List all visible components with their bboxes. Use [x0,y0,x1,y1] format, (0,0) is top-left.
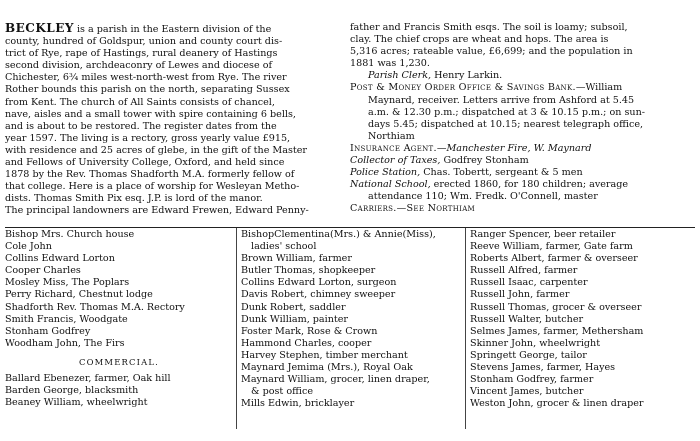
list-item: Maynard William, grocer, linen draper, [241,374,430,386]
desc-text: is a parish in the Eastern division of the [73,24,272,35]
list-item: Mills Edwin, bricklayer [241,398,355,410]
list-item: Ballard Ebenezer, farmer, Oak hill [5,372,171,384]
column-divider [236,228,237,429]
police-station [350,167,694,179]
school-line: attendance 110; Wm. Fredk. O'Connell, master [368,191,598,203]
desc-line: and is about to be restored. The register dates from the [5,120,277,132]
list-item: Russell Walter, butcher [470,313,584,325]
post-office-line: Northiam [368,130,415,142]
desc-line: 1878 by the Rev. Thomas Shadforth M.A. formerly fellow of [5,169,295,181]
directory-top-rule [5,227,695,228]
list-item: Cole John [5,241,52,253]
list-item-continuation: & post office [251,386,314,398]
parish-clerk-name: Henry Larkin. [431,70,503,82]
list-item: Stonham Godfrey, farmer [470,374,594,386]
list-item: Selmes James, farmer, Methersham [470,325,644,337]
desc-line: trict of Rye, rape of Hastings, rural deanery of Hastings [5,48,278,60]
insurance-label: Insurance Agent. [350,142,437,154]
list-item: Harvey Stephen, timber merchant [241,349,408,361]
list-item: Davis Robert, chimney sweeper [241,289,396,301]
collector-label: Collector of Taxes, [350,155,441,167]
list-item: Reeve William, farmer, Gate farm [470,241,633,253]
post-office-line: a.m. & 12.30 p.m.; dispatched at 3 & 10.15 p.m.; on sun- [368,106,645,118]
desc-line: with residence and 25 acres of glebe, in the gift of the Master [5,144,308,156]
parish-clerk [350,70,694,82]
list-item: Brown William, farmer [241,253,352,265]
list-item: Russell Alfred, farmer [470,265,578,277]
list-item: Roberts Albert, farmer & overseer [470,253,638,265]
carriers-label: Carriers. [350,203,397,215]
list-item: Russell Thomas, grocer & overseer [470,301,642,313]
post-office [350,82,694,94]
school-label: National School, [350,179,431,191]
post-office-line: Maynard, receiver. Letters arrive from Ashford at 5.45 [368,94,635,106]
details-line: father and Francis Smith esqs. The soil is loamy; subsoil, [350,22,628,33]
insurance-agent [350,143,694,155]
details-line: clay. The chief crops are wheat and hops. The area is [350,34,609,46]
directory-col-3 [470,229,695,410]
list-item: Perry Richard, Chestnut lodge [5,289,153,301]
list-item: Dunk Robert, saddler [241,301,346,313]
list-item: BishopClementina(Mrs.) & Annie(Miss), [241,229,436,240]
carriers-text: —See Northiam [396,203,476,215]
list-item: Springett George, tailor [470,349,587,361]
post-office-label: Post & Money Order Office & Savings Bank. [350,82,576,94]
list-item: Shadforth Rev. Thomas M.A. Rectory [5,301,185,313]
desc-line: Rother bounds this parish on the north, separating Sussex [5,84,290,96]
list-item: Stevens James, farmer, Hayes [470,362,616,374]
list-item: Skinner John, wheelwright [470,337,601,349]
school-text: erected 1860, for 180 children; average [430,179,629,191]
list-item: Maynard Jemima (Mrs.), Royal Oak [241,362,413,374]
desc-line: Chichester, 6¾ miles west-north-west from Rye. The river [5,72,287,84]
list-item: Beaney William, wheelwright [5,397,148,409]
list-item: Dunk William, painter [241,313,349,325]
list-item: Bishop Mrs. Church house [5,229,135,240]
column-divider [465,228,466,429]
directory-col-1 [5,229,233,409]
list-item: Collins Edward Lorton [5,253,115,265]
details-line: 1881 was 1,230. [350,58,430,70]
list-item: Barden George, blacksmith [5,385,139,397]
list-item: Cooper Charles [5,265,81,277]
desc-line: The principal landowners are Edward Frewen, Edward Penny- [5,205,309,217]
police-text: Chas. Tobertt, sergeant & 5 men [420,167,583,179]
list-item: Vincent James, butcher [470,386,584,398]
list-item: Mosley Miss, The Poplars [5,277,130,289]
desc-line: second division, archdeaconry of Lewes and diocese of [5,60,273,72]
list-item: Smith Francis, Woodgate [5,313,128,325]
desc-line: and Fellows of University College, Oxford, and held since [5,157,285,169]
list-item: Woodham John, The Firs [5,337,125,349]
collector-text: Godfrey Stonham [440,155,529,167]
details-line: 5,316 acres; rateable value, £6,699; and the population in [350,46,633,58]
place-title: BECKLEY [5,21,74,35]
desc-line: nave, aisles and a small tower with spire containing 6 bells, [5,108,296,120]
list-item: Hammond Charles, cooper [241,337,372,349]
list-item: Butler Thomas, shopkeeper [241,265,376,277]
desc-line-1 [5,22,341,36]
carriers [350,203,694,215]
desc-line: that college. Here is a place of worship for Wesleyan Metho- [5,181,300,193]
list-item: Russell John, farmer [470,289,570,301]
post-office-text: —William [575,82,623,94]
directory-col-2 [241,229,465,410]
desc-line: from Kent. The church of All Saints consists of chancel, [5,96,275,108]
desc-line: year 1597. The living is a rectory, gross yearly value £915, [5,132,291,144]
list-item: Collins Edward Lorton, surgeon [241,277,397,289]
post-office-line: days 5.45; dispatched at 10.15; nearest telegraph office, [368,118,644,130]
national-school [350,179,694,191]
list-item: Weston John, grocer & linen draper [470,398,644,410]
commercial-heading: COMMERCIAL. [78,356,160,367]
desc-line: county, hundred of Goldspur, union and county court dis- [5,36,283,48]
place-details [350,22,694,216]
collector-of-taxes [350,155,694,167]
list-item: Ranger Spencer, beer retailer [470,229,616,240]
place-description [5,22,341,218]
parish-clerk-label: Parish Clerk, [368,70,432,82]
list-item: Foster Mark, Rose & Crown [241,325,378,337]
police-label: Police Station, [350,167,421,179]
desc-line: dists. Thomas Smith Pix esq. J.P. is lord of the manor. [5,193,263,205]
insurance-text: —Manchester Fire, W. Maynard [436,142,592,154]
list-item: Russell Isaac, carpenter [470,277,588,289]
list-item-continuation: ladies' school [251,241,317,253]
list-item: Stonham Godfrey [5,325,91,337]
